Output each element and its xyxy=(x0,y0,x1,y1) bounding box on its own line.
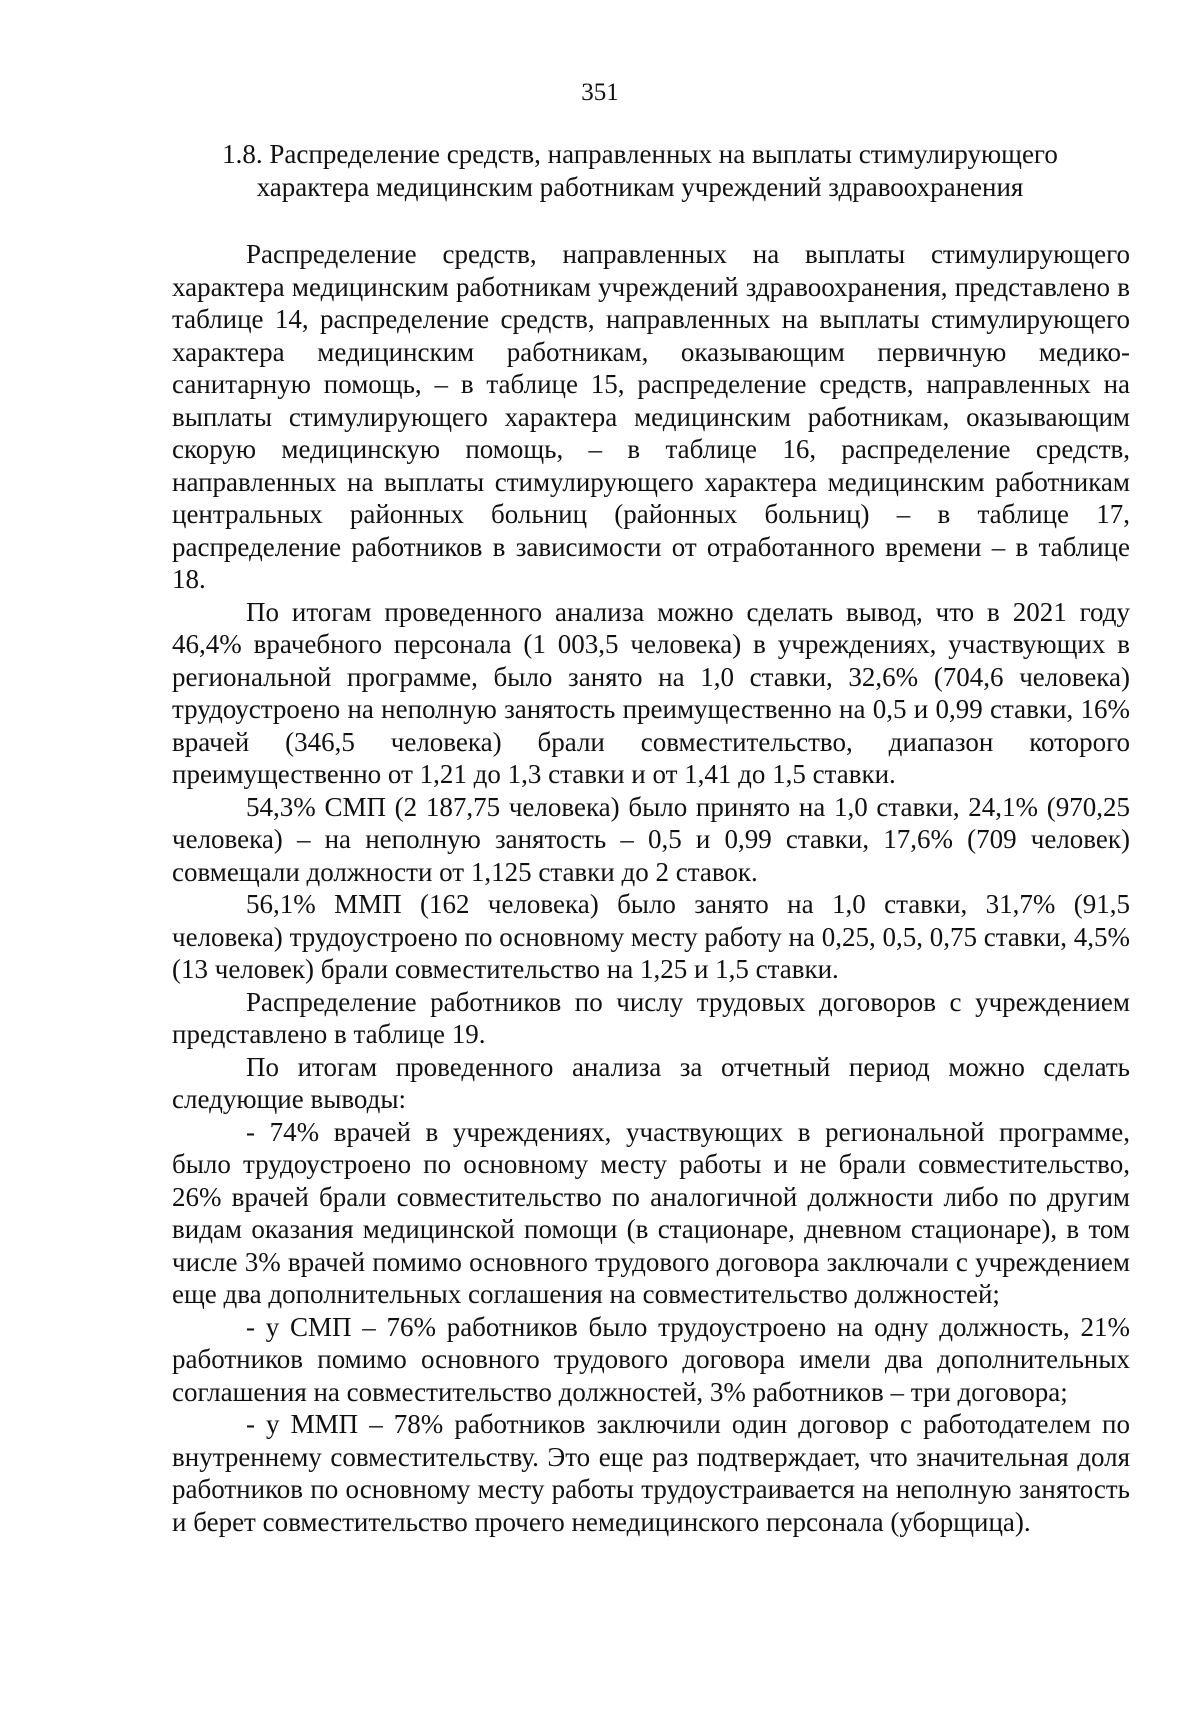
section-title-line: 1.8. Распределение средств, направленных на выплаты стимулирующего xyxy=(222,139,1058,169)
section-title-line: характера медицинским работникам учреждений здравоохранения xyxy=(256,172,1024,202)
section-title xyxy=(160,138,1120,204)
page-number: 351 xyxy=(581,79,619,106)
paragraph-conclusions-intro: По итогам проведенного анализа за отчетный период можно сделать следующие выводы: xyxy=(172,1051,1130,1114)
paragraph-intro: Распределение средств, направленных на выплаты стимулирующего характера медицинским работникам учреждений здравоохранения, представлено в таблице 14, распределение средств, направленных на выплаты стимулирующего характера медицинским работникам, оказывающим первичную медико-санитарную помощь, – в таблице 15, распределение средств, направленных на выплаты стимулирующего характера медицинским работникам, оказывающим скорую медицинскую помощь, – в таблице 16, распределение средств, направленных на выплаты стимулирующего характера медицинским работникам центральных районных больниц (районных больниц) – в таблице 17, распределение работников в зависимости от отработанного времени – в таблице 18. xyxy=(172,239,1130,594)
conclusion-item-smp: - у СМП – 76% работников было трудоустроено на одну должность, 21% работников помимо основного трудового договора имели два дополнительных соглашения на совместительство должностей, 3% работников – три договора; xyxy=(172,1311,1130,1407)
body-text xyxy=(172,238,1130,1538)
paragraph-doctors-analysis: По итогам проведенного анализа можно сделать вывод, что в 2021 году 46,4% врачебного персонала (1 003,5 человека) в учреждениях, участвующих в региональной программе, было занято на 1,0 ставки, 32,6% (704,6 человека) трудоустроено на неполную занятость преимущественно на 0,5 и 0,99 ставки, 16% врачей (346,5 человека) брали совместительство, диапазон которого преимущественно от 1,21 до 1,3 ставки и от 1,41 до 1,5 ставки. xyxy=(172,596,1130,789)
conclusion-item-mmp: - у ММП – 78% работников заключили один договор с работодателем по внутреннему совместительству. Это еще раз подтверждает, что значительная доля работников по основному месту работы трудоустраивается на неполную занятость и берет совместительство прочего немедицинского персонала (уборщица). xyxy=(172,1409,1130,1537)
paragraph-mmp: 56,1% ММП (162 человека) было занято на 1,0 ставки, 31,7% (91,5 человека) трудоустроено по основному месту работу на 0,25, 0,5, 0,75 ставки, 4,5% (13 человек) брали совместительство на 1,25 и 1,5 ставки. xyxy=(172,889,1130,984)
paragraph-table-19: Распределение работников по числу трудовых договоров с учреждением представлено в таблице 19. xyxy=(172,986,1130,1049)
paragraph-smp: 54,3% СМП (2 187,75 человека) было принято на 1,0 ставки, 24,1% (970,25 человека) – на неполную занятость – 0,5 и 0,99 ставки, 17,6% (709 человек) совмещали должности от 1,125 ставки до 2 ставок. xyxy=(172,791,1130,887)
conclusion-item-doctors: - 74% врачей в учреждениях, участвующих в региональной программе, было трудоустроено по основному месту работы и не брали совместительство, 26% врачей брали совместительство по аналогичной должности либо по другим видам оказания медицинской помощи (в стационаре, дневном стационаре), в том числе 3% врачей помимо основного трудового договора заключали с учреждением еще два дополнительных соглашения на совместительство должностей; xyxy=(172,1116,1130,1309)
